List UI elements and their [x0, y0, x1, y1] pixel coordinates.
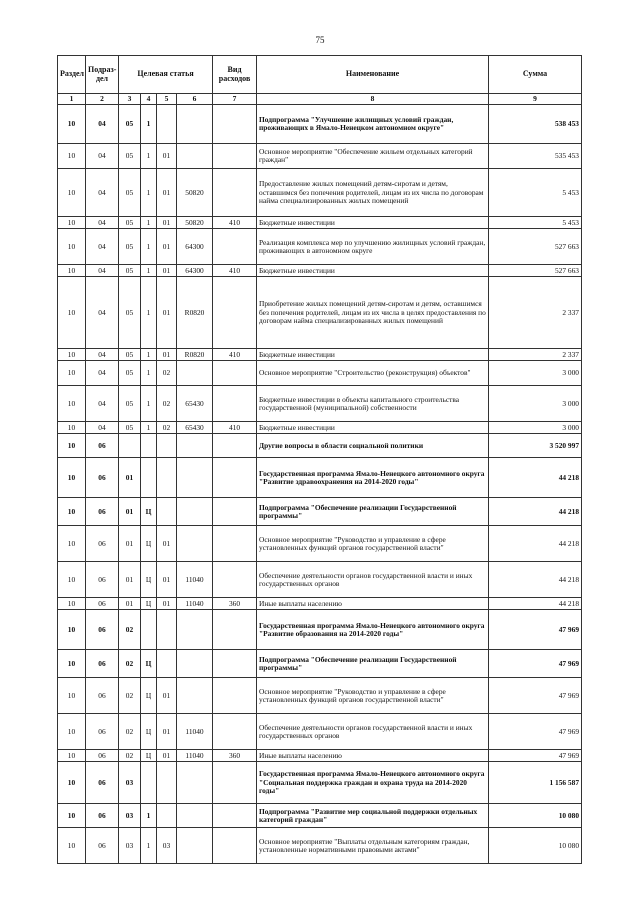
row-code-cell: 01	[157, 598, 177, 610]
row-code-cell	[141, 434, 157, 458]
row-code-cell: 1	[141, 217, 157, 229]
row-sum-cell: 2 337	[489, 349, 582, 361]
column-number: 2	[86, 94, 119, 105]
row-code-cell	[213, 828, 257, 864]
row-code-cell: 06	[86, 458, 119, 498]
row-code-cell	[213, 678, 257, 714]
row-code-cell: 10	[58, 498, 86, 526]
row-sum-cell: 10 080	[489, 804, 582, 828]
table-row	[58, 144, 582, 169]
row-code-cell	[213, 361, 257, 386]
row-code-cell: 01	[119, 458, 141, 498]
row-code-cell: 06	[86, 610, 119, 650]
row-code-cell	[177, 804, 213, 828]
row-code-cell: 04	[86, 144, 119, 169]
row-name-cell: Иные выплаты населению	[257, 750, 489, 762]
row-name-cell: Подпрограмма "Улучшение жилищных условий граждан, проживающих в Ямало-Ненецком автономном округе"	[257, 105, 489, 144]
row-code-cell: 11040	[177, 714, 213, 750]
column-number: 7	[213, 94, 257, 105]
table-row	[58, 804, 582, 828]
row-code-cell: 04	[86, 386, 119, 422]
row-code-cell: 01	[157, 217, 177, 229]
row-code-cell	[213, 610, 257, 650]
row-code-cell: 04	[86, 422, 119, 434]
row-code-cell: Ц	[141, 562, 157, 598]
row-name-cell: Иные выплаты населению	[257, 598, 489, 610]
row-code-cell: 01	[157, 678, 177, 714]
row-code-cell: 01	[119, 598, 141, 610]
table-row	[58, 714, 582, 750]
header-sum: Сумма	[489, 56, 582, 94]
table-row	[58, 105, 582, 144]
column-number: 8	[257, 94, 489, 105]
row-code-cell: 01	[157, 277, 177, 349]
row-name-cell: Другие вопросы в области социальной политики	[257, 434, 489, 458]
row-code-cell: 02	[119, 678, 141, 714]
row-code-cell	[157, 434, 177, 458]
row-code-cell	[213, 386, 257, 422]
row-code-cell	[177, 650, 213, 678]
row-code-cell: 410	[213, 349, 257, 361]
row-code-cell: 02	[157, 386, 177, 422]
table-row	[58, 229, 582, 265]
row-code-cell	[177, 610, 213, 650]
row-code-cell: 01	[157, 169, 177, 217]
row-code-cell: 1	[141, 265, 157, 277]
row-code-cell: 1	[141, 105, 157, 144]
row-code-cell: 10	[58, 714, 86, 750]
table-row	[58, 828, 582, 864]
row-name-cell: Обеспечение деятельности органов государственной власти и иных государственных органов	[257, 714, 489, 750]
row-name-cell: Государственная программа Ямало-Ненецкого автономного округа "Развитие образования на 2014-2020 годы"	[257, 610, 489, 650]
row-code-cell: 01	[157, 750, 177, 762]
row-code-cell	[213, 229, 257, 265]
row-code-cell: 04	[86, 229, 119, 265]
row-sum-cell: 5 453	[489, 217, 582, 229]
budget-table	[57, 55, 582, 864]
row-code-cell: 10	[58, 678, 86, 714]
row-sum-cell: 47 969	[489, 750, 582, 762]
row-code-cell: 11040	[177, 562, 213, 598]
row-name-cell: Бюджетные инвестиции	[257, 349, 489, 361]
row-code-cell: 50820	[177, 169, 213, 217]
row-code-cell: 360	[213, 598, 257, 610]
row-name-cell: Подпрограмма "Обеспечение реализации Государственной программы"	[257, 650, 489, 678]
row-sum-cell: 44 218	[489, 598, 582, 610]
row-sum-cell: 44 218	[489, 526, 582, 562]
row-code-cell: 05	[119, 169, 141, 217]
row-code-cell: 10	[58, 386, 86, 422]
row-code-cell: 05	[119, 217, 141, 229]
row-code-cell: 1	[141, 349, 157, 361]
row-code-cell: 02	[119, 714, 141, 750]
header-target-article: Целевая статья	[119, 56, 213, 94]
row-code-cell	[213, 804, 257, 828]
row-name-cell: Предоставление жилых помещений детям-сиротам и детям, оставшимся без попечения родителей, лицам из их числа по договорам найма специализированных жилых помещений	[257, 169, 489, 217]
row-code-cell: 10	[58, 105, 86, 144]
row-code-cell	[157, 762, 177, 804]
header-expense-type: Вид расходов	[213, 56, 257, 94]
row-sum-cell: 3 000	[489, 386, 582, 422]
row-code-cell	[157, 498, 177, 526]
table-row	[58, 562, 582, 598]
page-number: 75	[315, 35, 325, 45]
row-code-cell: 01	[119, 562, 141, 598]
row-sum-cell: 1 156 587	[489, 762, 582, 804]
row-code-cell: 10	[58, 265, 86, 277]
row-code-cell: 06	[86, 762, 119, 804]
row-code-cell: 10	[58, 610, 86, 650]
row-code-cell: 10	[58, 434, 86, 458]
row-code-cell: 03	[157, 828, 177, 864]
row-name-cell: Реализация комплекса мер по улучшению жилищных условий граждан, проживающих в автономном округе	[257, 229, 489, 265]
row-code-cell: 1	[141, 144, 157, 169]
row-code-cell: 10	[58, 422, 86, 434]
row-code-cell: Ц	[141, 498, 157, 526]
table-body	[58, 105, 582, 864]
table-row	[58, 498, 582, 526]
table-row	[58, 434, 582, 458]
row-code-cell: 02	[119, 610, 141, 650]
row-code-cell: 65430	[177, 386, 213, 422]
row-code-cell	[177, 361, 213, 386]
row-code-cell: 50820	[177, 217, 213, 229]
row-name-cell: Основное мероприятие "Руководство и управление в сфере установленных функций органов государственной власти"	[257, 526, 489, 562]
table-row	[58, 526, 582, 562]
row-code-cell: 410	[213, 217, 257, 229]
row-code-cell: 10	[58, 458, 86, 498]
row-code-cell	[177, 105, 213, 144]
row-code-cell	[213, 105, 257, 144]
table-row	[58, 265, 582, 277]
row-code-cell: 05	[119, 361, 141, 386]
row-code-cell	[157, 105, 177, 144]
table-row	[58, 650, 582, 678]
column-number: 1	[58, 94, 86, 105]
row-code-cell: 1	[141, 361, 157, 386]
column-number: 3	[119, 94, 141, 105]
row-sum-cell: 47 969	[489, 650, 582, 678]
row-code-cell: 01	[157, 144, 177, 169]
row-code-cell: 64300	[177, 229, 213, 265]
row-code-cell	[213, 526, 257, 562]
row-code-cell	[141, 610, 157, 650]
row-code-cell	[213, 277, 257, 349]
row-name-cell: Государственная программа Ямало-Ненецкого автономного округа "Развитие здравоохранения на 2014-2020 годы"	[257, 458, 489, 498]
row-sum-cell: 44 218	[489, 562, 582, 598]
row-code-cell: 10	[58, 750, 86, 762]
column-number: 9	[489, 94, 582, 105]
row-code-cell	[177, 678, 213, 714]
row-code-cell: R0820	[177, 277, 213, 349]
row-code-cell: 03	[119, 828, 141, 864]
row-name-cell: Обеспечение деятельности органов государственной власти и иных государственных органов	[257, 562, 489, 598]
row-name-cell: Подпрограмма "Развитие мер социальной поддержки отдельных категорий граждан"	[257, 804, 489, 828]
table-row	[58, 458, 582, 498]
column-number-row	[58, 94, 582, 105]
row-code-cell: Ц	[141, 714, 157, 750]
table-row	[58, 169, 582, 217]
row-name-cell: Основное мероприятие "Строительство (реконструкция) объектов"	[257, 361, 489, 386]
row-sum-cell: 2 337	[489, 277, 582, 349]
row-code-cell	[141, 762, 157, 804]
row-code-cell: 10	[58, 650, 86, 678]
row-sum-cell: 5 453	[489, 169, 582, 217]
row-code-cell: 06	[86, 598, 119, 610]
row-code-cell	[157, 650, 177, 678]
column-number: 5	[157, 94, 177, 105]
row-name-cell: Государственная программа Ямало-Ненецкого автономного округа "Социальная поддержка граждан и охрана труда на 2014-2020 годы"	[257, 762, 489, 804]
row-name-cell: Основное мероприятие "Обеспечение жильем отдельных категорий граждан"	[257, 144, 489, 169]
row-code-cell: 04	[86, 361, 119, 386]
row-code-cell: 10	[58, 562, 86, 598]
row-code-cell	[213, 458, 257, 498]
row-code-cell: 05	[119, 105, 141, 144]
row-sum-cell: 527 663	[489, 265, 582, 277]
row-code-cell	[119, 434, 141, 458]
row-code-cell: 64300	[177, 265, 213, 277]
row-code-cell: 06	[86, 434, 119, 458]
row-code-cell: 05	[119, 349, 141, 361]
table-row	[58, 386, 582, 422]
row-code-cell: 05	[119, 229, 141, 265]
table-row	[58, 277, 582, 349]
row-code-cell: 01	[119, 498, 141, 526]
row-code-cell: Ц	[141, 526, 157, 562]
header-podrazdel: Подраз-дел	[86, 56, 119, 94]
row-code-cell: 02	[119, 650, 141, 678]
row-code-cell: 10	[58, 277, 86, 349]
row-sum-cell: 44 218	[489, 458, 582, 498]
header-razdel: Раздел	[58, 56, 86, 94]
table-row	[58, 361, 582, 386]
table-row	[58, 598, 582, 610]
row-sum-cell: 538 453	[489, 105, 582, 144]
row-code-cell: 10	[58, 217, 86, 229]
row-sum-cell: 3 520 997	[489, 434, 582, 458]
row-code-cell	[141, 458, 157, 498]
row-code-cell: 06	[86, 562, 119, 598]
row-name-cell: Бюджетные инвестиции	[257, 217, 489, 229]
row-sum-cell: 527 663	[489, 229, 582, 265]
row-code-cell: 05	[119, 422, 141, 434]
row-name-cell: Подпрограмма "Обеспечение реализации Государственной программы"	[257, 498, 489, 526]
row-code-cell	[213, 650, 257, 678]
row-sum-cell: 3 000	[489, 361, 582, 386]
table-row	[58, 762, 582, 804]
row-name-cell: Основное мероприятие "Выплаты отдельным категориям граждан, установленные нормативными правовыми актами"	[257, 828, 489, 864]
table-row	[58, 422, 582, 434]
row-code-cell: Ц	[141, 678, 157, 714]
row-code-cell: 04	[86, 105, 119, 144]
row-code-cell: 10	[58, 828, 86, 864]
row-code-cell: 03	[119, 804, 141, 828]
row-code-cell: 06	[86, 714, 119, 750]
row-code-cell: 06	[86, 526, 119, 562]
row-sum-cell: 535 453	[489, 144, 582, 169]
row-code-cell: 11040	[177, 598, 213, 610]
row-code-cell	[213, 714, 257, 750]
row-code-cell: Ц	[141, 650, 157, 678]
table-row	[58, 217, 582, 229]
row-code-cell: R0820	[177, 349, 213, 361]
row-code-cell: 05	[119, 277, 141, 349]
row-code-cell: 65430	[177, 422, 213, 434]
row-code-cell: 10	[58, 361, 86, 386]
row-code-cell: 10	[58, 144, 86, 169]
row-code-cell: 01	[157, 562, 177, 598]
header-name: Наименование	[257, 56, 489, 94]
table-row	[58, 678, 582, 714]
row-code-cell: 10	[58, 349, 86, 361]
row-code-cell	[213, 144, 257, 169]
row-code-cell	[177, 762, 213, 804]
row-code-cell: 410	[213, 265, 257, 277]
row-code-cell	[177, 828, 213, 864]
row-code-cell: 10	[58, 762, 86, 804]
row-code-cell: 1	[141, 386, 157, 422]
row-code-cell	[177, 458, 213, 498]
row-code-cell: 1	[141, 828, 157, 864]
row-code-cell: Ц	[141, 598, 157, 610]
row-code-cell: 10	[58, 804, 86, 828]
row-sum-cell: 10 080	[489, 828, 582, 864]
row-code-cell: 02	[157, 422, 177, 434]
row-code-cell: 02	[157, 361, 177, 386]
row-code-cell: 06	[86, 498, 119, 526]
row-code-cell	[177, 498, 213, 526]
row-code-cell: 04	[86, 217, 119, 229]
row-name-cell: Основное мероприятие "Руководство и управление в сфере установленных функций органов государственной власти"	[257, 678, 489, 714]
table-row	[58, 750, 582, 762]
row-name-cell: Приобретение жилых помещений детям-сиротам и детям, оставшимся без попечения родителей, лицам из их числа в целях предоставления по договорам найма специализированных жилых помещений	[257, 277, 489, 349]
row-code-cell	[213, 498, 257, 526]
row-sum-cell: 47 969	[489, 610, 582, 650]
row-code-cell: 10	[58, 598, 86, 610]
row-code-cell: 06	[86, 828, 119, 864]
row-code-cell: 01	[157, 265, 177, 277]
row-code-cell: Ц	[141, 750, 157, 762]
row-name-cell: Бюджетные инвестиции	[257, 422, 489, 434]
row-sum-cell: 47 969	[489, 678, 582, 714]
row-code-cell: 360	[213, 750, 257, 762]
row-code-cell	[177, 434, 213, 458]
row-code-cell: 05	[119, 265, 141, 277]
row-code-cell: 1	[141, 169, 157, 217]
row-code-cell: 01	[157, 229, 177, 265]
row-code-cell: 04	[86, 349, 119, 361]
column-number: 6	[177, 94, 213, 105]
row-code-cell: 10	[58, 229, 86, 265]
row-code-cell: 05	[119, 144, 141, 169]
row-code-cell: 04	[86, 265, 119, 277]
row-code-cell: 10	[58, 526, 86, 562]
row-code-cell: 03	[119, 762, 141, 804]
row-code-cell	[213, 562, 257, 598]
row-code-cell	[157, 610, 177, 650]
row-code-cell	[157, 458, 177, 498]
row-sum-cell: 47 969	[489, 714, 582, 750]
row-code-cell: 06	[86, 750, 119, 762]
row-code-cell	[177, 144, 213, 169]
table-row	[58, 349, 582, 361]
row-sum-cell: 3 000	[489, 422, 582, 434]
table-row	[58, 610, 582, 650]
row-code-cell: 04	[86, 277, 119, 349]
row-code-cell: 01	[157, 714, 177, 750]
row-code-cell: 06	[86, 650, 119, 678]
row-code-cell: 1	[141, 229, 157, 265]
row-code-cell: 04	[86, 169, 119, 217]
row-code-cell	[157, 804, 177, 828]
column-number: 4	[141, 94, 157, 105]
row-code-cell: 06	[86, 804, 119, 828]
row-code-cell: 1	[141, 422, 157, 434]
row-code-cell	[213, 434, 257, 458]
row-code-cell: 06	[86, 678, 119, 714]
row-code-cell: 05	[119, 386, 141, 422]
row-name-cell: Бюджетные инвестиции в объекты капитального строительства государственной (муниципальной) собственности	[257, 386, 489, 422]
row-name-cell: Бюджетные инвестиции	[257, 265, 489, 277]
row-sum-cell: 44 218	[489, 498, 582, 526]
row-code-cell: 1	[141, 804, 157, 828]
row-code-cell: 01	[157, 526, 177, 562]
row-code-cell: 01	[119, 526, 141, 562]
row-code-cell: 10	[58, 169, 86, 217]
row-code-cell: 01	[157, 349, 177, 361]
row-code-cell: 410	[213, 422, 257, 434]
row-code-cell	[213, 762, 257, 804]
row-code-cell: 11040	[177, 750, 213, 762]
row-code-cell: 1	[141, 277, 157, 349]
row-code-cell	[213, 169, 257, 217]
row-code-cell	[177, 526, 213, 562]
row-code-cell: 02	[119, 750, 141, 762]
